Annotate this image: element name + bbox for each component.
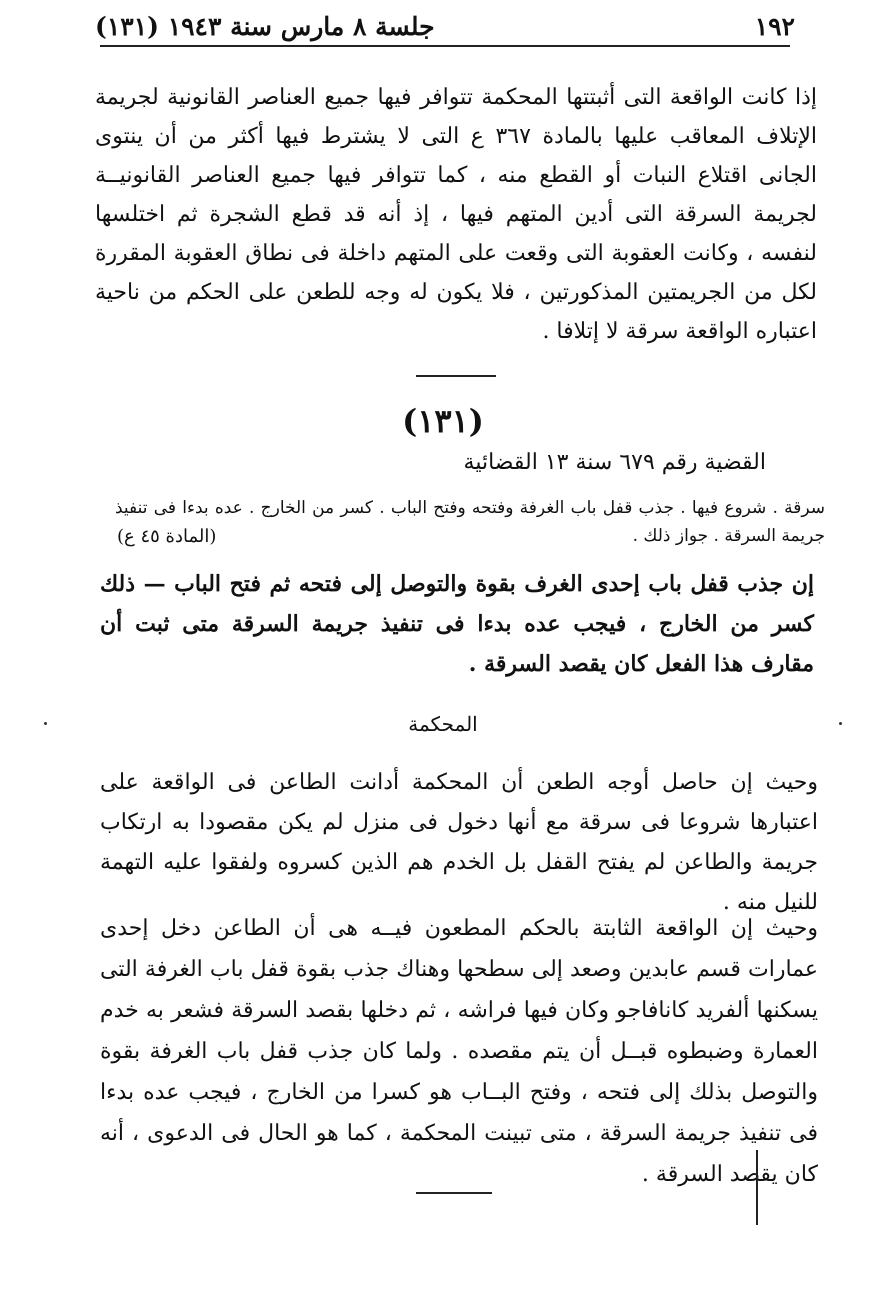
appeal-grounds-paragraph: وحيث إن حاصل أوجه الطعن أن المحكمة أدانت الطاعن فى الواقعة على اعتبارها شروعا فى سرقة مع أنها دخول فى منزل لم يكن مقصودا به ارتكاب جريمة والطاعن لم يفتح القفل بل الخدم هم الذين كسروه ولفقوا عليه التهمة للنيل منه .: [100, 770, 818, 915]
header-rule: [100, 45, 790, 47]
section-divider: [416, 375, 496, 377]
page-number: ١٩٢: [754, 11, 795, 41]
margin-line: [756, 1150, 758, 1225]
scan-speck: [839, 722, 842, 725]
case-summary: سرقة . شروع فيها . جذب قفل باب الغرفة وفتحه وفتح الباب . كسر من الخارج . عده بدءا فى تنفيذ جريمة السرقة . جواز ذلك .: [115, 498, 825, 546]
end-divider: [416, 1192, 492, 1194]
court-heading: المحكمة: [408, 712, 478, 736]
legal-principle: إن جذب قفل باب إحدى الغرف بقوة والتوصل إلى فتحه ثم فتح الباب — ذلك كسر من الخارج ، فيجب عده بدءا فى تنفيذ جريمة السرقة متى ثبت أن مقارف هذا الفعل كان يقصد السرقة .: [100, 571, 814, 677]
case-reference: القضية رقم ٦٧٩ سنة ١٣ القضائية: [463, 450, 766, 475]
article-reference: (المادة ٤٥ ع): [117, 526, 217, 547]
case-number: (١٣١): [402, 402, 484, 440]
session-title: جلسة ٨ مارس سنة ١٩٤٣ (١٣١): [95, 11, 435, 41]
scan-speck: [44, 722, 47, 725]
facts-paragraph: وحيث إن الواقعة الثابتة بالحكم المطعون فيــه هى أن الطاعن دخل إحدى عمارات قسم عابدين وصعد إلى سطحها وهناك جذب بقوة قفل باب الغرفة التى يسكنها ألفريد كانافاجو وكان فيها فراشه ، ثم دخلها بقصد السرقة فشعر به خدم العمارة وضبطوه قبــل أن يتم مقصده . ولما كان جذب قفل باب الغرفة بقوة والتوصل بذلك إلى فتحه ، وفتح البــاب هو كسرا من الخارج ، فيجب عده بدءا فى تنفيذ جريمة السرقة ، متى تبينت المحكمة ، كما هو الحال فى الدعوى ، أنه كان يقصد السرقة .: [100, 916, 818, 1187]
page-header: [95, 6, 795, 46]
previous-ruling-paragraph: إذا كانت الواقعة التى أثبتتها المحكمة تتوافر فيها جميع العناصر القانونية لجريمة الإتلاف المعاقب عليها بالمادة ٣٦٧ ع التى لا يشترط فيها أكثر من أن ينتوى الجانى اقتلاع النبات أو القطع منه ، كما تتوافر فيها جميع العناصر القانونيــة لجريمة السرقة التى أدين المتهم فيها ، إذ أنه قد قطع الشجرة ثم اختلسها لنفسه ، وكانت العقوبة التى وقعت على المتهم داخلة فى نطاق العقوبة المقررة لكل من الجريمتين المذكورتين ، فلا يكون له وجه للطعن على الحكم من ناحية اعتباره الواقعة سرقة لا إتلافا .: [95, 85, 817, 344]
